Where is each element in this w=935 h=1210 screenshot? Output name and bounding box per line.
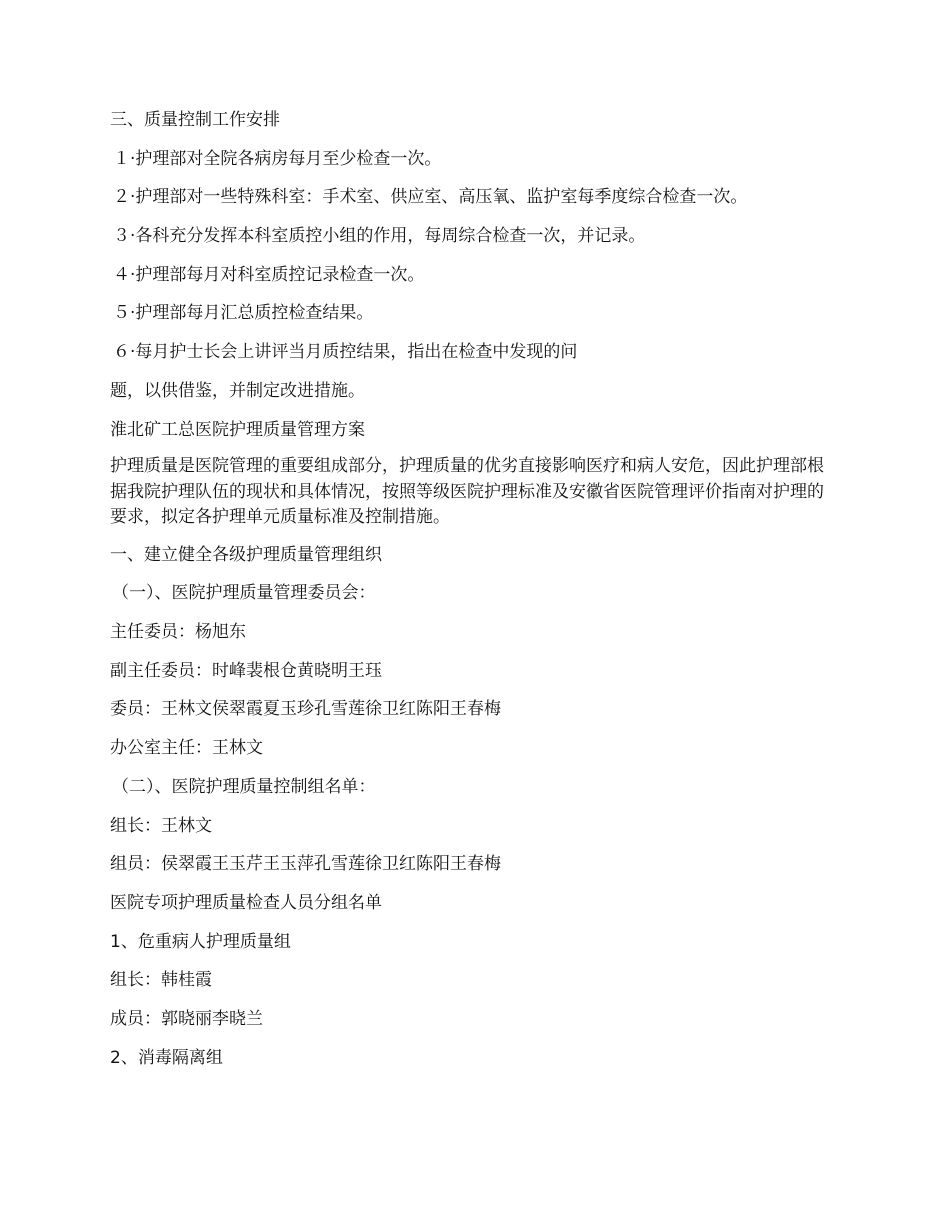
list-item-3: ３·各科充分发挥本科室质控小组的作用，每周综合检查一次，并记录。: [113, 226, 646, 247]
committee-members: 委员：王林文侯翠霞夏玉珍孔雪莲徐卫红陈阳王春梅: [110, 699, 501, 720]
committee-deputy-directors: 副主任委员：时峰裴根仓黄晓明王珏: [110, 660, 382, 681]
list-item-5: ５·护理部每月汇总质控检查结果。: [113, 303, 374, 324]
critical-care-group-heading: 1、危重病人护理质量组: [110, 931, 291, 952]
subheading-committee: （一）、医院护理质量管理委员会：: [112, 583, 376, 604]
section-heading-organization: 一、建立健全各级护理质量管理组织: [110, 544, 382, 565]
critical-care-group-leader: 组长：韩桂霞: [110, 970, 212, 991]
list-item-6-continuation: 题，以供借鉴，并制定改进措施。: [110, 380, 365, 401]
section-heading-quality-control: 三、质量控制工作安排: [110, 110, 280, 130]
list-item-4: ４·护理部每月对科室质控记录检查一次。: [113, 264, 425, 285]
intro-paragraph: 护理质量是医院管理的重要组成部分，护理质量的优劣直接影响医疗和病人安危，因此护理部根据我院护理队伍的现状和具体情况，按照等级医院护理标准及安徽省医院管理评价指南对护理的要求，拟定各护理单元质量标准及控制措施。: [110, 456, 824, 528]
control-group-leader: 组长：王林文: [110, 815, 212, 836]
control-group-members: 组员：侯翠霞王玉芹王玉萍孔雪莲徐卫红陈阳王春梅: [110, 854, 501, 875]
subheading-control-group: （二）、医院护理质量控制组名单：: [112, 776, 376, 797]
critical-care-group-members: 成员：郭晓丽李晓兰: [110, 1008, 263, 1029]
special-inspection-heading: 医院专项护理质量检查人员分组名单: [110, 892, 382, 913]
disinfection-group-heading: 2、消毒隔离组: [110, 1047, 223, 1068]
list-item-2: ２·护理部对一些特殊科室：手术室、供应室、高压氧、监护室每季度综合检查一次。: [113, 187, 748, 208]
document-body: [110, 108, 840, 1084]
office-director: 办公室主任：王林文: [110, 738, 263, 759]
list-item-6: ６·每月护士长会上讲评当月质控结果，指出在检查中发现的问: [113, 342, 578, 363]
document-title: 淮北矿工总医院护理质量管理方案: [110, 419, 365, 440]
committee-director: 主任委员：杨旭东: [110, 622, 246, 643]
list-item-1: １·护理部对全院各病房每月至少检查一次。: [113, 148, 442, 169]
